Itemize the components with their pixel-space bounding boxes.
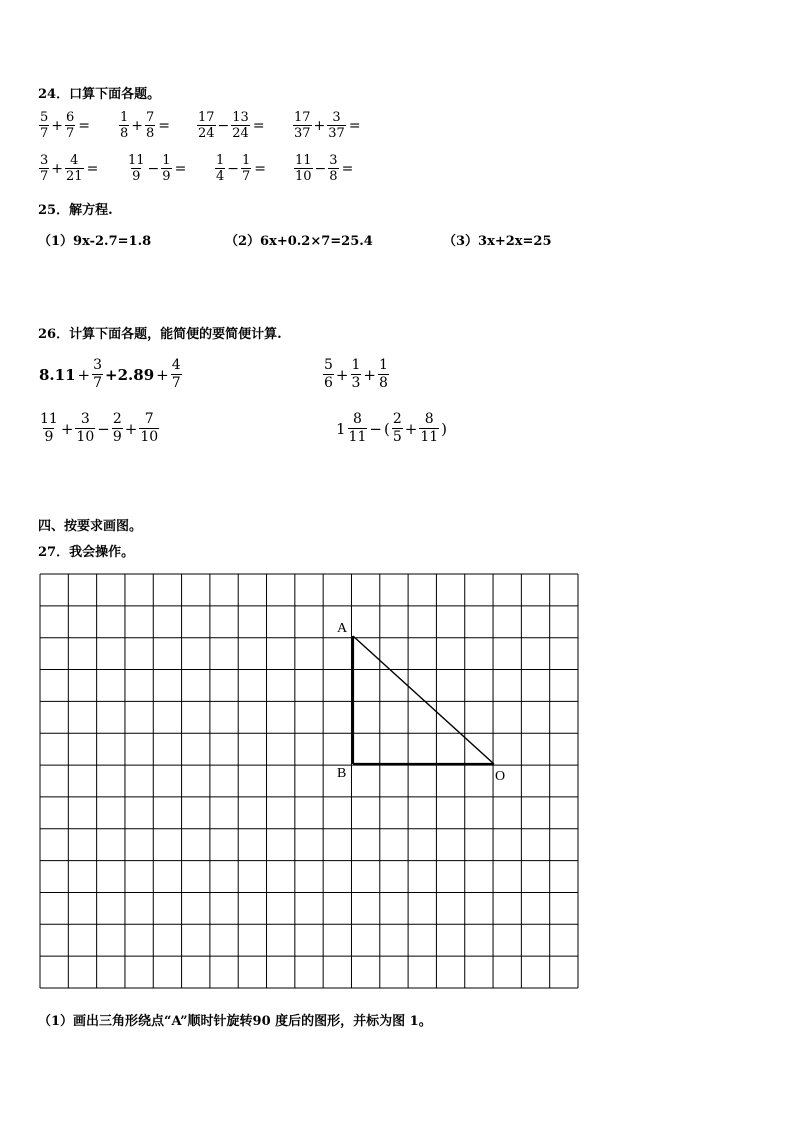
point-a-label: A (337, 621, 348, 636)
point-o-label: O (495, 769, 506, 784)
q26-expr-2: $\frac{5}{6}$ + $\frac{1}{3}$ + $\frac{1}{8}$ (324, 357, 388, 391)
q25-item-1: （1）9x-2.7=1.8 (38, 234, 152, 249)
fraction: $\frac{1}{8}$ (379, 357, 388, 391)
fraction: $\frac{5}{7}$ (40, 110, 49, 141)
q26-expr-1: 8.11 + $\frac{3}{7}$ +2.89 + $\frac{4}{7}$ (39, 357, 181, 391)
fraction: $\frac{4}{7}$ (171, 357, 181, 391)
fraction: $\frac{3}{37}$ (328, 110, 345, 141)
fraction: $\frac{1}{8}$ (120, 110, 129, 141)
section-4-heading: 四、按要求画图。 (38, 519, 143, 534)
q27-heading: 27．我会操作。 (38, 545, 135, 560)
fraction: $\frac{4}{21}$ (66, 153, 83, 184)
q25-heading: 25．解方程. (38, 203, 113, 218)
q27-instruction: （1）画出三角形绕点“A”顺时针旋转90 度后的图形，并标为图 1。 (38, 1014, 432, 1029)
fraction: $\frac{8}{11}$ (348, 411, 367, 445)
fraction: $\frac{7}{8}$ (146, 110, 155, 141)
fraction: $\frac{2}{5}$ (392, 411, 402, 445)
fraction: $\frac{13}{24}$ (232, 110, 249, 141)
q24-r2-e4: $\frac{11}{10}$ − $\frac{3}{8}$ = (295, 153, 354, 184)
point-b-label: B (337, 766, 347, 781)
fraction: $\frac{3}{8}$ (329, 153, 338, 184)
fraction: $\frac{11}{9}$ (40, 411, 58, 445)
q26-heading: 26．计算下面各题，能简便的要简便计算. (38, 327, 282, 342)
fraction: $\frac{7}{10}$ (140, 411, 159, 445)
fraction: $\frac{11}{10}$ (295, 153, 312, 184)
q24-r2-e1: $\frac{3}{7}$ + $\frac{4}{21}$ = (40, 153, 99, 184)
fraction: $\frac{1}{3}$ (351, 357, 361, 391)
q25-item-2: （2）6x+0.2×7=25.4 (225, 234, 373, 249)
q24-r2-e3: $\frac{1}{4}$ − $\frac{1}{7}$ = (216, 153, 267, 184)
fraction: $\frac{2}{9}$ (112, 411, 122, 445)
fraction: $\frac{8}{11}$ (420, 411, 439, 445)
fraction: $\frac{1}{4}$ (216, 153, 225, 184)
q24-heading: 24．口算下面各题。 (38, 87, 161, 102)
q24-r1-e4: $\frac{17}{37}$ + $\frac{3}{37}$ = (294, 110, 361, 141)
fraction: $\frac{3}{10}$ (76, 411, 95, 445)
fraction: $\frac{1}{7}$ (242, 153, 251, 184)
fraction: $\frac{3}{7}$ (40, 153, 49, 184)
triangle-side-ao (353, 636, 494, 764)
triangle (353, 636, 494, 764)
q24-r1-e3: $\frac{17}{24}$ − $\frac{13}{24}$ = (198, 110, 265, 141)
q24-r1-e2: $\frac{1}{8}$ + $\frac{7}{8}$ = (120, 110, 171, 141)
fraction: $\frac{11}{9}$ (128, 153, 145, 184)
q26-expr-3: $\frac{11}{9}$ + $\frac{3}{10}$ − $\frac{2}{9}$ + $\frac{7}{10}$ (40, 411, 159, 445)
fraction: $\frac{5}{6}$ (324, 357, 333, 391)
q24-r2-e2: $\frac{11}{9}$ − $\frac{1}{9}$ = (128, 153, 187, 184)
fraction: $\frac{17}{24}$ (198, 110, 215, 141)
q26-expr-4: 1 $\frac{8}{11}$ − ( $\frac{2}{5}$ + $\frac{8}{11}$ ) (336, 411, 447, 445)
fraction: $\frac{6}{7}$ (66, 110, 75, 141)
q25-item-3: （3）3x+2x=25 (443, 234, 552, 249)
fraction: $\frac{17}{37}$ (294, 110, 311, 141)
q24-r1-e1: $\frac{5}{7}$ + $\frac{6}{7}$ = (40, 110, 91, 141)
fraction: $\frac{3}{7}$ (93, 357, 103, 391)
fraction: $\frac{1}{9}$ (162, 153, 171, 184)
